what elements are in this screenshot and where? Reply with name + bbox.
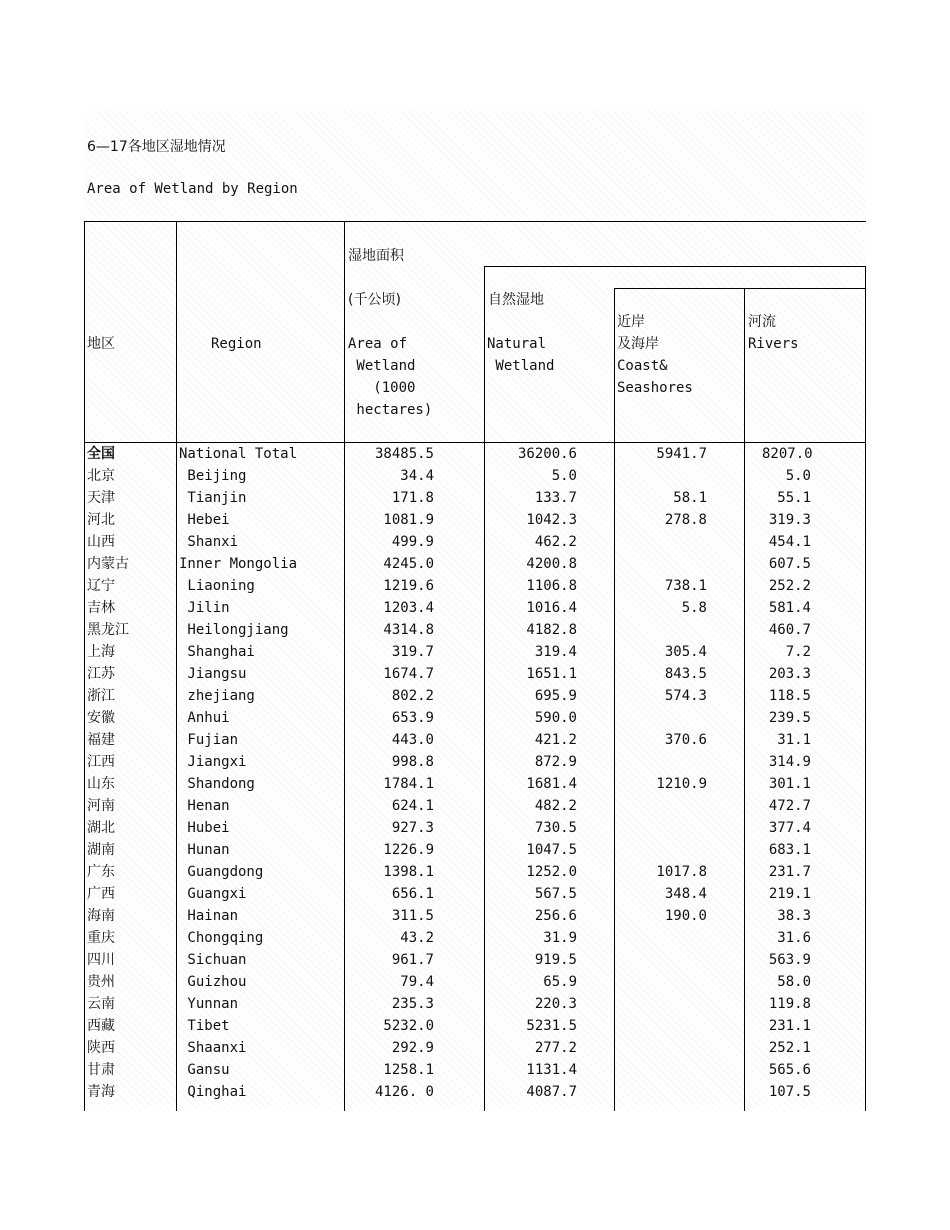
rivers-cell: 563.9 bbox=[768, 952, 811, 968]
region-cn-cell: 江西 bbox=[87, 754, 115, 770]
area-cell: 235.3 bbox=[391, 996, 434, 1012]
region-en-cell: zhejiang bbox=[179, 688, 255, 704]
table-row bbox=[84, 531, 866, 553]
region-en-cell: Guangxi bbox=[179, 886, 247, 902]
rivers-cell: 219.1 bbox=[768, 886, 811, 902]
rivers-cell: 472.7 bbox=[768, 798, 811, 814]
region-en-cell: Hebei bbox=[179, 512, 230, 528]
rivers-cell: 231.1 bbox=[768, 1018, 811, 1034]
table-title-english: Area of Wetland by Region bbox=[87, 181, 298, 197]
area-cell: 927.3 bbox=[391, 820, 434, 836]
rivers-cell: 607.5 bbox=[768, 556, 811, 572]
table-row bbox=[84, 443, 866, 465]
region-cn-cell: 云南 bbox=[87, 996, 115, 1012]
header-rivers-cn: 河流 bbox=[748, 314, 776, 330]
rivers-cell: 460.7 bbox=[768, 622, 811, 638]
natural-wetland-cell: 36200.6 bbox=[517, 446, 577, 462]
area-cell: 998.8 bbox=[391, 754, 434, 770]
rivers-cell: 7.2 bbox=[785, 644, 811, 660]
region-cn-cell: 贵州 bbox=[87, 974, 115, 990]
coast-cell: 843.5 bbox=[664, 666, 707, 682]
region-cn-cell: 安徽 bbox=[87, 710, 115, 726]
rivers-cell: 38.3 bbox=[777, 908, 811, 924]
region-en-cell: Yunnan bbox=[179, 996, 239, 1012]
header-natural-cn: 自然湿地 bbox=[488, 292, 544, 308]
rivers-cell: 31.1 bbox=[777, 732, 811, 748]
region-cn-cell: 湖南 bbox=[87, 842, 115, 858]
header-coast-cn: 近岸 及海岸 bbox=[617, 314, 659, 352]
natural-wetland-cell: 4087.7 bbox=[526, 1084, 577, 1100]
table-row bbox=[84, 883, 866, 905]
region-en-cell: Beijing bbox=[179, 468, 247, 484]
table-row bbox=[84, 773, 866, 795]
rivers-cell: 8207.0 bbox=[762, 446, 813, 462]
area-cell: 443.0 bbox=[391, 732, 434, 748]
natural-wetland-cell: 1016.4 bbox=[526, 600, 577, 616]
header-subdivider-natural bbox=[484, 266, 866, 267]
region-en-cell: Shanxi bbox=[179, 534, 239, 550]
header-area-en: Area of Wetland (1000 hectares) bbox=[348, 336, 433, 418]
coast-cell: 574.3 bbox=[664, 688, 707, 704]
natural-wetland-cell: 1047.5 bbox=[526, 842, 577, 858]
area-cell: 1258.1 bbox=[383, 1062, 434, 1078]
area-cell: 311.5 bbox=[391, 908, 434, 924]
rivers-cell: 314.9 bbox=[768, 754, 811, 770]
rivers-cell: 319.3 bbox=[768, 512, 811, 528]
natural-wetland-cell: 65.9 bbox=[543, 974, 577, 990]
region-cn-cell: 天津 bbox=[87, 490, 115, 506]
region-en-cell: Jiangxi bbox=[179, 754, 247, 770]
region-en-cell: Guizhou bbox=[179, 974, 247, 990]
region-cn-cell: 重庆 bbox=[87, 930, 115, 946]
coast-cell: 1017.8 bbox=[656, 864, 707, 880]
region-cn-cell: 辽宁 bbox=[87, 578, 115, 594]
natural-wetland-cell: 1042.3 bbox=[526, 512, 577, 528]
region-cn-cell: 广西 bbox=[87, 886, 115, 902]
rivers-cell: 239.5 bbox=[768, 710, 811, 726]
natural-wetland-cell: 872.9 bbox=[534, 754, 577, 770]
region-cn-cell: 四川 bbox=[87, 952, 115, 968]
rivers-cell: 118.5 bbox=[768, 688, 811, 704]
area-cell: 38485.5 bbox=[374, 446, 434, 462]
table-row bbox=[84, 641, 866, 663]
coast-cell: 348.4 bbox=[664, 886, 707, 902]
region-en-cell: Guangdong bbox=[179, 864, 264, 880]
region-en-cell: National Total bbox=[179, 446, 298, 462]
rivers-cell: 252.1 bbox=[768, 1040, 811, 1056]
natural-wetland-cell: 4200.8 bbox=[526, 556, 577, 572]
rivers-cell: 565.6 bbox=[768, 1062, 811, 1078]
header-region-en: Region bbox=[211, 336, 262, 352]
rivers-cell: 252.2 bbox=[768, 578, 811, 594]
area-cell: 43.2 bbox=[400, 930, 434, 946]
area-cell: 499.9 bbox=[391, 534, 434, 550]
area-cell: 656.1 bbox=[391, 886, 434, 902]
coast-cell: 278.8 bbox=[664, 512, 707, 528]
region-cn-cell: 山东 bbox=[87, 776, 115, 792]
table-row bbox=[84, 839, 866, 861]
region-en-cell: Henan bbox=[179, 798, 230, 814]
rivers-cell: 119.8 bbox=[768, 996, 811, 1012]
area-cell: 319.7 bbox=[391, 644, 434, 660]
natural-wetland-cell: 421.2 bbox=[534, 732, 577, 748]
rivers-cell: 231.7 bbox=[768, 864, 811, 880]
rivers-cell: 31.6 bbox=[777, 930, 811, 946]
region-en-cell: Hubei bbox=[179, 820, 230, 836]
natural-wetland-cell: 5.0 bbox=[551, 468, 577, 484]
region-cn-cell: 甘肃 bbox=[87, 1062, 115, 1078]
region-cn-cell: 吉林 bbox=[87, 600, 115, 616]
rivers-cell: 203.3 bbox=[768, 666, 811, 682]
area-cell: 5232.0 bbox=[383, 1018, 434, 1034]
table-row bbox=[84, 861, 866, 883]
header-area-unit-cn: (千公顷) bbox=[348, 292, 401, 308]
rivers-cell: 377.4 bbox=[768, 820, 811, 836]
natural-wetland-cell: 5231.5 bbox=[526, 1018, 577, 1034]
table-row bbox=[84, 795, 866, 817]
region-cn-cell: 河北 bbox=[87, 512, 115, 528]
rivers-cell: 454.1 bbox=[768, 534, 811, 550]
table-row bbox=[84, 1059, 866, 1081]
header-natural-en: Natural Wetland bbox=[487, 336, 555, 374]
region-cn-cell: 上海 bbox=[87, 644, 115, 660]
rivers-cell: 5.0 bbox=[785, 468, 811, 484]
natural-wetland-cell: 1681.4 bbox=[526, 776, 577, 792]
natural-wetland-cell: 133.7 bbox=[534, 490, 577, 506]
region-en-cell: Hainan bbox=[179, 908, 239, 924]
natural-wetland-cell: 1131.4 bbox=[526, 1062, 577, 1078]
coast-cell: 5.8 bbox=[681, 600, 707, 616]
natural-wetland-cell: 462.2 bbox=[534, 534, 577, 550]
area-cell: 1203.4 bbox=[383, 600, 434, 616]
natural-wetland-cell: 1106.8 bbox=[526, 578, 577, 594]
table-row bbox=[84, 927, 866, 949]
table-row bbox=[84, 1037, 866, 1059]
table-row bbox=[84, 905, 866, 927]
coast-cell: 738.1 bbox=[664, 578, 707, 594]
table-row bbox=[84, 949, 866, 971]
table-row bbox=[84, 619, 866, 641]
region-en-cell: Tianjin bbox=[179, 490, 247, 506]
rivers-cell: 301.1 bbox=[768, 776, 811, 792]
table-top-border bbox=[84, 221, 866, 222]
region-en-cell: Shandong bbox=[179, 776, 255, 792]
region-cn-cell: 福建 bbox=[87, 732, 115, 748]
table-body bbox=[84, 443, 866, 1103]
table-row bbox=[84, 971, 866, 993]
area-cell: 4245.0 bbox=[383, 556, 434, 572]
region-en-cell: Liaoning bbox=[179, 578, 255, 594]
region-en-cell: Qinghai bbox=[179, 1084, 247, 1100]
area-cell: 1219.6 bbox=[383, 578, 434, 594]
header-area-cn: 湿地面积 bbox=[348, 248, 404, 264]
area-cell: 1081.9 bbox=[383, 512, 434, 528]
region-cn-cell: 青海 bbox=[87, 1084, 115, 1100]
area-cell: 624.1 bbox=[391, 798, 434, 814]
area-cell: 4314.8 bbox=[383, 622, 434, 638]
region-en-cell: Heilongjiang bbox=[179, 622, 289, 638]
header-region-cn: 地区 bbox=[87, 336, 115, 352]
area-cell: 961.7 bbox=[391, 952, 434, 968]
table-row bbox=[84, 1015, 866, 1037]
table-title-chinese: 6—17各地区湿地情况 bbox=[87, 139, 226, 155]
header-subdivider-coast bbox=[614, 288, 866, 289]
area-cell: 34.4 bbox=[400, 468, 434, 484]
region-cn-cell: 陕西 bbox=[87, 1040, 115, 1056]
table-row bbox=[84, 817, 866, 839]
table-row bbox=[84, 465, 866, 487]
region-en-cell: Inner Mongolia bbox=[179, 556, 298, 572]
region-cn-cell: 黑龙江 bbox=[87, 622, 129, 638]
area-cell: 1784.1 bbox=[383, 776, 434, 792]
rivers-cell: 683.1 bbox=[768, 842, 811, 858]
table-row bbox=[84, 553, 866, 575]
region-cn-cell: 海南 bbox=[87, 908, 115, 924]
natural-wetland-cell: 919.5 bbox=[534, 952, 577, 968]
region-en-cell: Jiangsu bbox=[179, 666, 247, 682]
region-cn-cell: 河南 bbox=[87, 798, 115, 814]
natural-wetland-cell: 590.0 bbox=[534, 710, 577, 726]
coast-cell: 58.1 bbox=[673, 490, 707, 506]
table-row bbox=[84, 597, 866, 619]
area-cell: 292.9 bbox=[391, 1040, 434, 1056]
area-cell: 1398.1 bbox=[383, 864, 434, 880]
header-coast-en: Coast& Seashores bbox=[617, 358, 693, 396]
rivers-cell: 581.4 bbox=[768, 600, 811, 616]
coast-cell: 190.0 bbox=[664, 908, 707, 924]
natural-wetland-cell: 1252.0 bbox=[526, 864, 577, 880]
region-en-cell: Fujian bbox=[179, 732, 239, 748]
area-cell: 1674.7 bbox=[383, 666, 434, 682]
region-en-cell: Gansu bbox=[179, 1062, 230, 1078]
region-cn-cell: 北京 bbox=[87, 468, 115, 484]
region-en-cell: Jilin bbox=[179, 600, 230, 616]
region-cn-cell: 内蒙古 bbox=[87, 556, 129, 572]
natural-wetland-cell: 319.4 bbox=[534, 644, 577, 660]
table-row bbox=[84, 575, 866, 597]
region-en-cell: Anhui bbox=[179, 710, 230, 726]
area-cell: 79.4 bbox=[400, 974, 434, 990]
rivers-cell: 107.5 bbox=[768, 1084, 811, 1100]
coast-cell: 370.6 bbox=[664, 732, 707, 748]
region-cn-cell: 湖北 bbox=[87, 820, 115, 836]
table-row bbox=[84, 707, 866, 729]
coast-cell: 1210.9 bbox=[656, 776, 707, 792]
natural-wetland-cell: 730.5 bbox=[534, 820, 577, 836]
header-rivers-en: Rivers bbox=[748, 336, 799, 352]
table-row bbox=[84, 509, 866, 531]
natural-wetland-cell: 482.2 bbox=[534, 798, 577, 814]
region-cn-cell: 山西 bbox=[87, 534, 115, 550]
rivers-cell: 55.1 bbox=[777, 490, 811, 506]
natural-wetland-cell: 31.9 bbox=[543, 930, 577, 946]
table-row bbox=[84, 1081, 866, 1103]
natural-wetland-cell: 256.6 bbox=[534, 908, 577, 924]
table-row bbox=[84, 751, 866, 773]
region-en-cell: Hunan bbox=[179, 842, 230, 858]
table-row bbox=[84, 729, 866, 751]
table-row bbox=[84, 685, 866, 707]
area-cell: 4126. 0 bbox=[374, 1084, 434, 1100]
region-en-cell: Shaanxi bbox=[179, 1040, 247, 1056]
natural-wetland-cell: 695.9 bbox=[534, 688, 577, 704]
table-row bbox=[84, 487, 866, 509]
region-cn-cell: 浙江 bbox=[87, 688, 115, 704]
region-en-cell: Chongqing bbox=[179, 930, 264, 946]
area-cell: 1226.9 bbox=[383, 842, 434, 858]
area-cell: 653.9 bbox=[391, 710, 434, 726]
region-en-cell: Sichuan bbox=[179, 952, 247, 968]
region-cn-cell: 广东 bbox=[87, 864, 115, 880]
natural-wetland-cell: 4182.8 bbox=[526, 622, 577, 638]
region-cn-cell: 西藏 bbox=[87, 1018, 115, 1034]
coast-cell: 305.4 bbox=[664, 644, 707, 660]
region-cn-cell: 江苏 bbox=[87, 666, 115, 682]
area-cell: 802.2 bbox=[391, 688, 434, 704]
region-cn-cell: 全国 bbox=[87, 446, 115, 462]
table-row bbox=[84, 993, 866, 1015]
area-cell: 171.8 bbox=[391, 490, 434, 506]
table-row bbox=[84, 663, 866, 685]
natural-wetland-cell: 567.5 bbox=[534, 886, 577, 902]
coast-cell: 5941.7 bbox=[656, 446, 707, 462]
natural-wetland-cell: 220.3 bbox=[534, 996, 577, 1012]
natural-wetland-cell: 1651.1 bbox=[526, 666, 577, 682]
natural-wetland-cell: 277.2 bbox=[534, 1040, 577, 1056]
region-en-cell: Tibet bbox=[179, 1018, 230, 1034]
rivers-cell: 58.0 bbox=[777, 974, 811, 990]
region-en-cell: Shanghai bbox=[179, 644, 255, 660]
